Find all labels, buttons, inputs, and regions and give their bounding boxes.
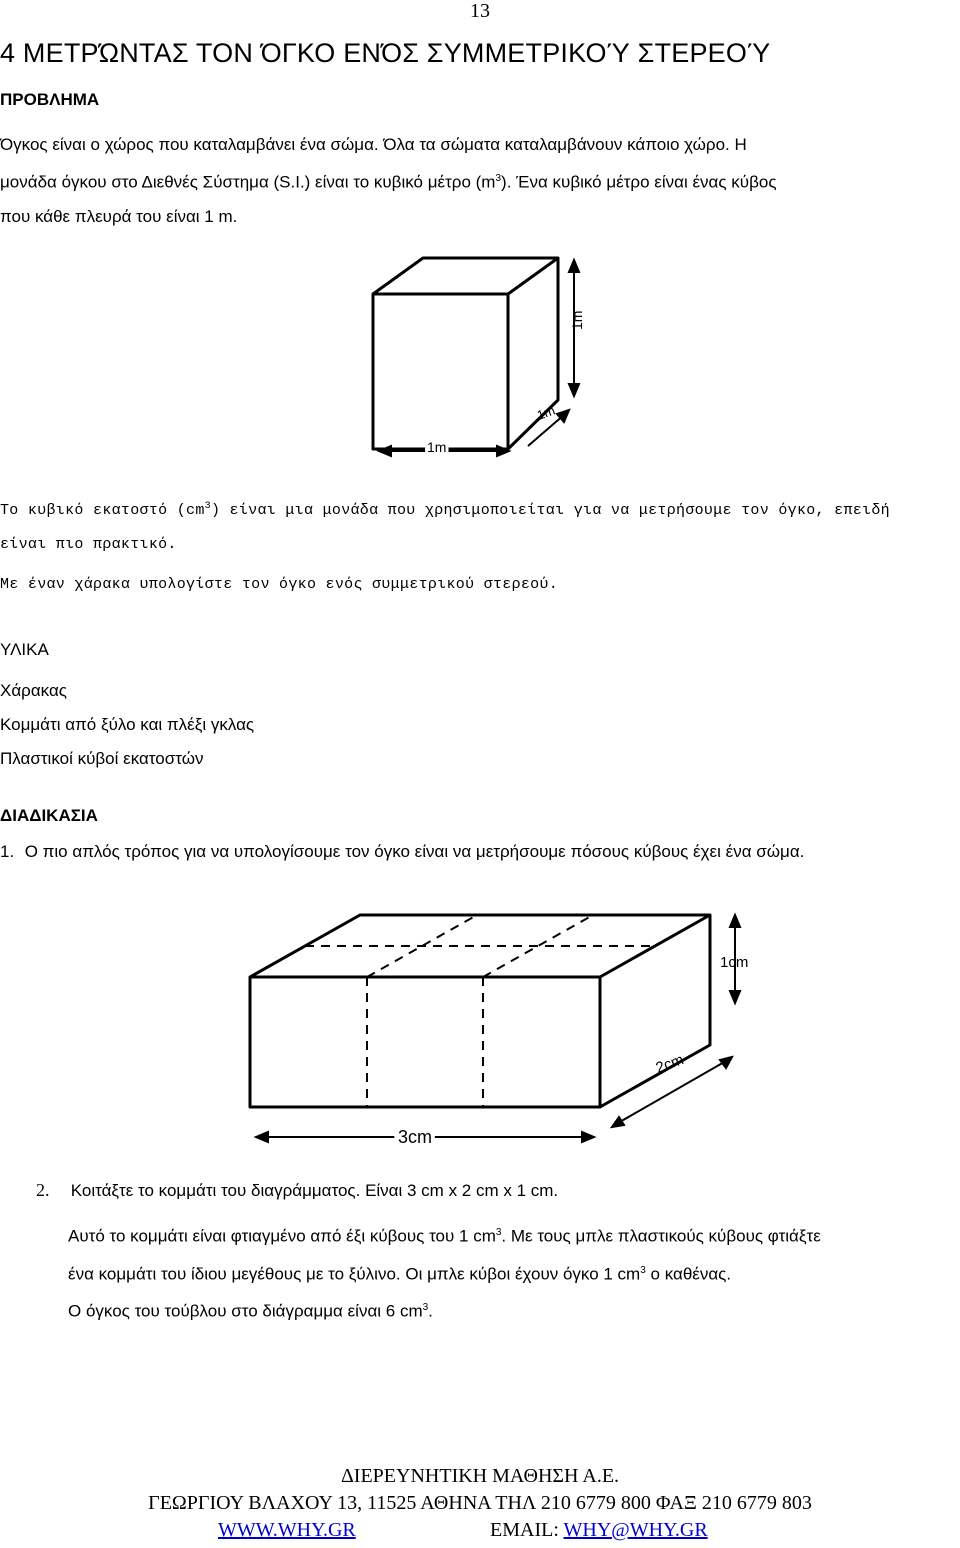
block-diagram: [240, 905, 780, 1160]
cube-diagram: [345, 250, 615, 470]
cm-line-3: Με έναν χάρακα υπολογίστε τον όγκο ενός συμμετρικού στερεού.: [0, 576, 559, 593]
problem-line-2: μονάδα όγκου στο Διεθνές Σύστημα (S.I.) είναι το κυβικό μέτρο $(m^3)$. Ένα κυβικό μέτρο είναι ένας κύβος: [0, 172, 777, 192]
procedure-step-1: [0, 842, 804, 862]
step-2-number: 2.: [36, 1180, 50, 1200]
footer-email-link[interactable]: WHY@WHY.GR: [563, 1519, 708, 1541]
step-2-line-1: Κοιτάξτε το κομμάτι του διαγράμματος. Είναι 3 cm x 2 cm x 1 cm.: [70, 1181, 559, 1200]
footer-email: EMAIL: WHY@WHY.GR: [490, 1519, 708, 1541]
step-1-number: 1.: [0, 842, 15, 861]
cube-shape: [373, 258, 558, 449]
footer-company: ΔΙΕΡΕΥΝΗΤΙΚΗ ΜΑΘΗΣΗ Α.Ε.: [340, 1465, 620, 1487]
page-number: 13: [470, 0, 490, 22]
cube-width-label: 1m: [427, 439, 447, 455]
cm-line-1: Το κυβικό εκατοστό $(cm^3)$ είναι μια μονάδα που χρησιμοποιείται για να μετρήσουμε τον όγκο, επειδή: [0, 501, 890, 519]
page-title: 4 ΜΕΤΡΏΝΤΑΣ ΤΟΝ ΌΓΚΟ ΕΝΌΣ ΣΥΜΜΕΤΡΙΚΟΎ ΣΤΕΡΕΟΎ: [0, 38, 771, 68]
footer-website-link[interactable]: WWW.WHY.GR: [218, 1519, 356, 1541]
block-width-label: 3cm: [398, 1127, 433, 1147]
materials-item: Κομμάτι από ξύλο και πλέξι γκλας: [0, 715, 255, 734]
cube-depth-label: 1m: [534, 402, 557, 423]
procedure-heading: ΔΙΑΔΙΚΑΣΙΑ: [0, 806, 98, 825]
cube-height-label: 1m: [569, 310, 585, 330]
cm-line-2: είναι πιο πρακτικό.: [0, 536, 177, 553]
footer-address: ΓΕΩΡΓΙΟΥ ΒΛΑΧΟΥ 13, 11525 ΑΘΗΝΑ ΤΗΛ 210 6779 800 ΦΑΞ 210 6779 803: [148, 1492, 812, 1514]
step-2-body: [68, 1216, 821, 1329]
materials-item: Χάρακας: [0, 681, 67, 700]
step-2-line-2: Αυτό το κομμάτι είναι φτιαγμένο από έξι κύβους του 1 $cm^3$. Με τους μπλε πλαστικούς κύβους φτιάξτε: [68, 1226, 821, 1246]
step-1-text: Ο πιο απλός τρόπος για να υπολογίσουμε τον όγκο είναι να μετρήσουμε πόσους κύβους έχει ένα σώμα.: [24, 842, 805, 861]
materials-list: [0, 674, 254, 776]
procedure-step-2: [36, 1180, 558, 1201]
problem-heading: ΠΡΟΒΛΗΜΑ: [0, 90, 100, 109]
materials-heading: ΥΛΙΚΑ: [0, 640, 49, 659]
block-dashed-lines: [305, 915, 655, 1107]
step-2-line-4: Ο όγκος του τούβλου στο διάγραμμα είναι 6 $cm^3$.: [68, 1301, 433, 1321]
problem-paragraph: [0, 128, 777, 234]
materials-item: Πλαστικοί κύβοί εκατοστών: [0, 749, 204, 768]
cm-paragraph: [0, 490, 890, 602]
step-2-line-3: ένα κομμάτι του ίδιου μεγέθους με το ξύλινο. Οι μπλε κύβοι έχουν όγκο 1 $cm^3$ ο καθένας.: [68, 1264, 732, 1284]
problem-line-1: Όγκος είναι ο χώρος που καταλαμβάνει ένα σώμα. Όλα τα σώματα καταλαμβάνουν κάποιο χώρο. Η: [0, 135, 747, 154]
block-height-label: 1cm: [720, 954, 749, 971]
problem-line-3: που κάθε πλευρά του είναι 1 m.: [0, 206, 238, 226]
block-depth-label: 2cm: [653, 1051, 687, 1077]
block-shape: [250, 915, 710, 1107]
